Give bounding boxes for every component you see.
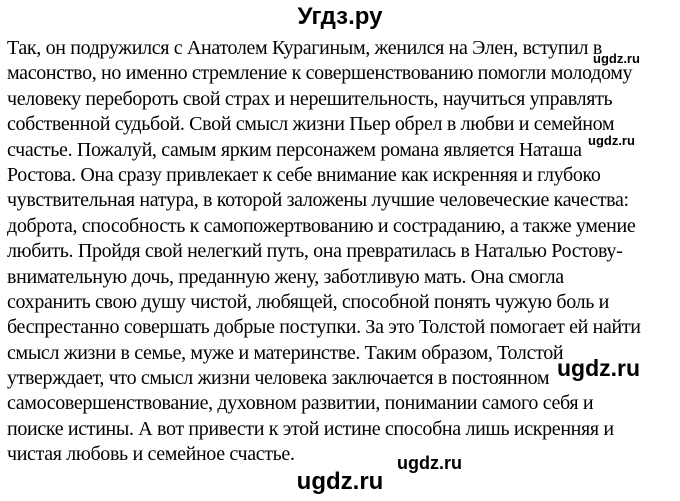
essay-line: доброта, способность к самопожертвованию и состраданию, а также умение (7, 214, 636, 237)
watermark-right: ugdz.ru (588, 133, 635, 148)
essay-line: масонство, но именно стремление к совершенствованию помогли молодому (7, 62, 633, 85)
essay-line: внимательную дочь, преданную жену, заботливую мать. Она смогла (7, 265, 564, 288)
essay-line: чувствительная натура, в которой заложены лучшие человеческие качества: (7, 189, 629, 212)
watermark-top-right: ugdz.ru (593, 51, 640, 66)
essay-line: утверждает, что смысл жизни человека заключается в постоянном (7, 367, 550, 390)
essay-line: любить. Пройдя свой нелегкий путь, она превратилась в Наталью Ростову- (7, 240, 623, 263)
watermark-bottom: ugdz.ru (397, 453, 462, 473)
essay-line: беспрестанно совершать добрые поступки. За это Толстой помогает ей найти (7, 316, 641, 339)
site-header-title: Угдз.ру (297, 3, 383, 30)
essay-line: чистая любовь и семейное счастье. (7, 443, 295, 466)
site-footer-title: ugdz.ru (296, 468, 384, 495)
essay-line: самосовершенствование, духовном развитии, понимании самого себя и (7, 392, 594, 415)
essay-text (7, 36, 679, 468)
essay-line: человеку перебороть свой страх и нерешительность, научиться управлять (7, 87, 613, 110)
essay-line: Ростова. Она сразу привлекает к себе внимание как искренняя и глубоко (7, 163, 601, 186)
essay-line: смысл жизни в семье, муже и материнстве. Таким образом, Толстой (7, 341, 564, 364)
essay-line: сохранить свою душу чистой, любящей, способной понять чужую боль и (7, 290, 609, 313)
essay-line: счастье. Пожалуй, самым ярким персонажем романа является Наташа (7, 138, 582, 161)
essay-line: Так, он подружился с Анатолем Курагиным, женился на Элен, вступил в (7, 37, 602, 59)
essay-line: собственной судьбой. Свой смысл жизни Пьер обрел в любви и семейном (7, 113, 615, 136)
watermark-middle-right: ugdz.ru (557, 355, 641, 381)
essay-line: поиске истины. А вот привести к этой истине способна лишь искренняя и (7, 417, 614, 440)
